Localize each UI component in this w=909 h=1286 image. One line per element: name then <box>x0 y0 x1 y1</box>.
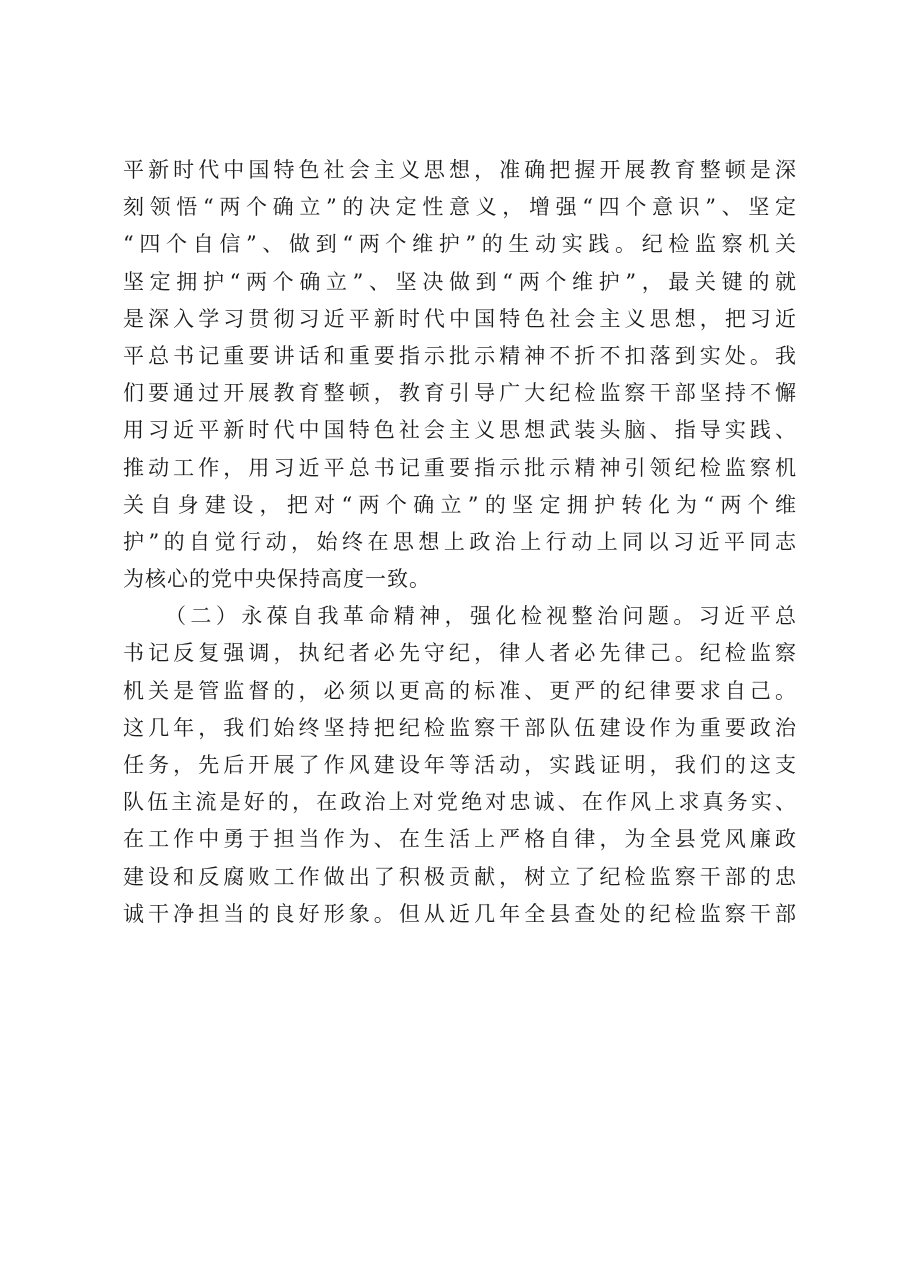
text-line: 在工作中勇于担当作为、在生活上严格自律，为全县党风廉政 <box>123 827 797 852</box>
text-line: 机关是管监督的，必须以更高的标准、更严的纪律要求自己。 <box>123 678 797 703</box>
text-line: 建设和反腐败工作做出了积极贡献，树立了纪检监察干部的忠 <box>123 864 797 889</box>
text-line: 任务，先后开展了作风建设年等活动，实践证明，我们的这支 <box>123 753 797 777</box>
text-line: 平新时代中国特色社会主义思想，准确把握开展教育整顿是深 <box>123 158 797 182</box>
text-line-first: （二）永葆自我革命精神，强化检视整治问题。习近平总 <box>165 604 797 629</box>
text-line: “四个自信”、做到“两个维护”的生动实践。纪检监察机关 <box>123 232 797 257</box>
text-line: 用习近平新时代中国特色社会主义思想武装头脑、指导实践、 <box>123 418 797 443</box>
text-line: 平总书记重要讲话和重要指示批示精神不折不扣落到实处。我 <box>123 343 797 368</box>
paragraph-1 <box>123 152 797 598</box>
text-line: 刻领悟“两个确立”的决定性意义，增强“四个意识”、坚定 <box>123 195 797 220</box>
text-line: 关自身建设，把对“两个确立”的坚定拥护转化为“两个维 <box>123 492 797 517</box>
text-line: 为核心的党中央保持高度一致。 <box>123 567 431 592</box>
text-line: 坚定拥护“两个确立”、坚决做到“两个维护”，最关键的就 <box>123 269 797 294</box>
text-line: 是深入学习贯彻习近平新时代中国特色社会主义思想，把习近 <box>123 306 797 331</box>
text-line: 护”的自觉行动，始终在思想上政治上行动上同以习近平同志 <box>123 529 797 554</box>
paragraph-2 <box>123 598 797 933</box>
document-body <box>123 152 797 933</box>
text-line: 们要通过开展教育整顿，教育引导广大纪检监察干部坚持不懈 <box>123 381 797 406</box>
text-line: 推动工作，用习近平总书记重要指示批示精神引领纪检监察机 <box>123 455 797 480</box>
text-line: 这几年，我们始终坚持把纪检监察干部队伍建设作为重要政治 <box>123 715 797 740</box>
text-line: 诚干净担当的良好形象。但从近几年全县查处的纪检监察干部 <box>123 901 797 926</box>
text-line: 队伍主流是好的，在政治上对党绝对忠诚、在作风上求真务实、 <box>123 790 797 815</box>
text-line: 书记反复强调，执纪者必先守纪，律人者必先律己。纪检监察 <box>123 641 797 666</box>
